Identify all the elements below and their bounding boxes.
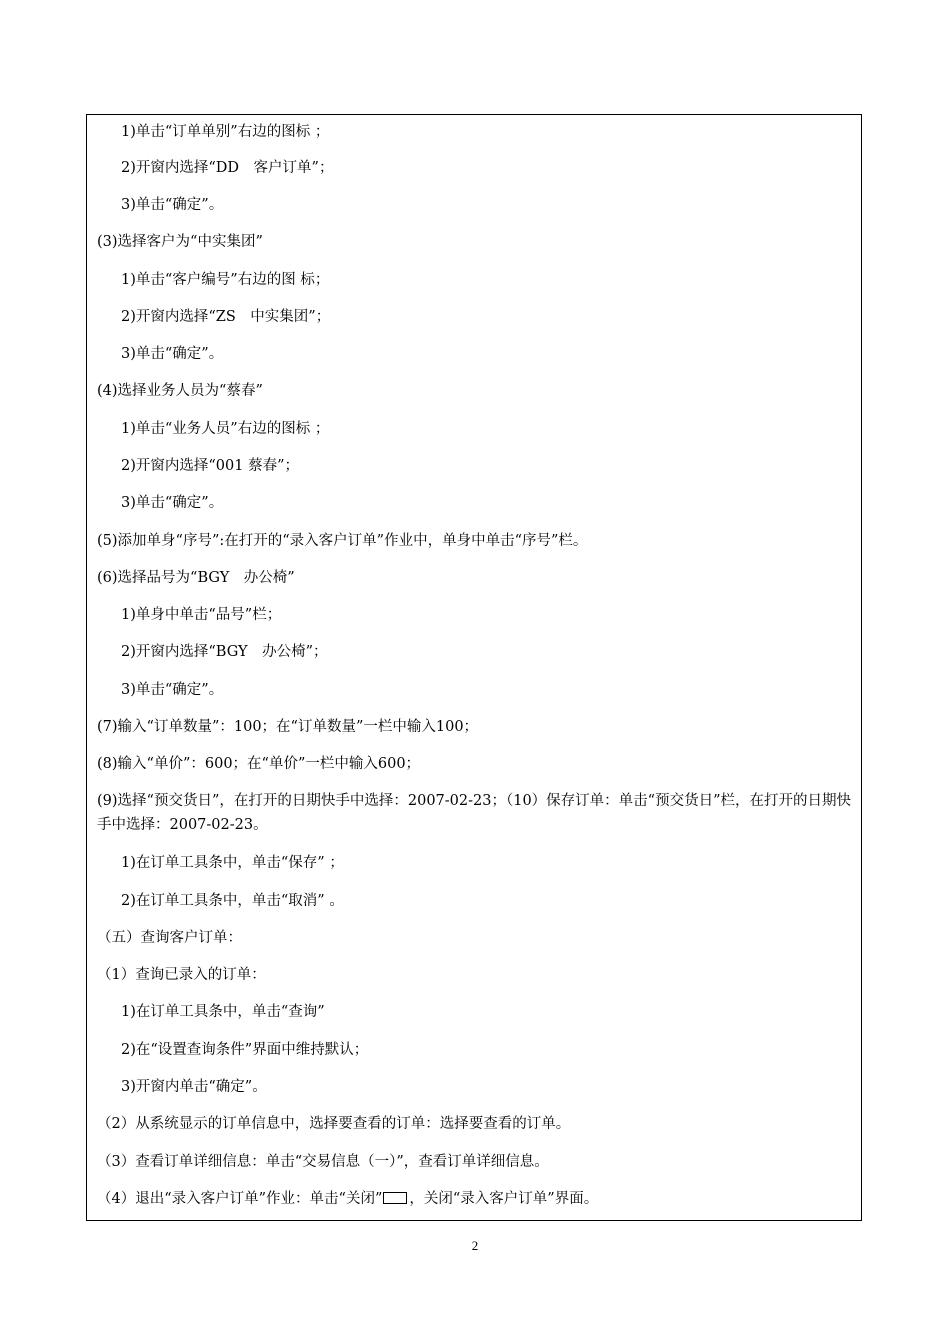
instruction-line: 2)在“设置查询条件”界面中维持默认； xyxy=(121,1042,369,1058)
instruction-heading: (7)输入“订单数量”：100；在“订单数量”一栏中输入100； xyxy=(97,719,479,735)
instruction-line: 2)开窗内选择“ZS 中实集团”； xyxy=(121,309,331,325)
instruction-line: 2)在订单工具条中，单击“取消” 。 xyxy=(121,893,344,909)
instruction-heading: (8)输入“单价”：600；在“单价”一栏中输入600； xyxy=(97,756,421,772)
instruction-line: 1)单击“客户编号”右边的图 标； xyxy=(121,272,330,288)
instruction-heading: （2）从系统显示的订单信息中，选择要查看的订单：选择要查看的订单。 xyxy=(97,1116,571,1132)
instruction-heading: (6)选择品号为“BGY 办公椅” xyxy=(97,570,295,586)
content-frame xyxy=(86,114,862,1221)
instruction-line: 2)开窗内选择“BGY 办公椅”； xyxy=(121,644,328,660)
instruction-line: 2)开窗内选择“001 蔡春”； xyxy=(121,458,299,474)
last-line-after: ，关闭“录入客户订单”界面。 xyxy=(409,1191,599,1207)
instruction-heading: （1）查询已录入的订单： xyxy=(97,967,266,983)
instruction-line: 3)单击“确定”。 xyxy=(121,682,224,698)
instruction-line: 1)单击“订单单别”右边的图标 ； xyxy=(121,124,330,140)
instruction-line: 2)开窗内选择“DD 客户订单”； xyxy=(121,160,334,176)
instruction-heading: (3)选择客户为“中实集团” xyxy=(97,234,263,250)
instruction-heading-last xyxy=(97,1188,855,1210)
instruction-line: 3)单击“确定”。 xyxy=(121,346,224,362)
instruction-line: 3)单击“确定”。 xyxy=(121,495,224,511)
page-number: 2 xyxy=(471,1238,479,1253)
section-heading: （五）查询客户订单： xyxy=(97,930,242,946)
instruction-line: 3)开窗内单击“确定”。 xyxy=(121,1079,267,1095)
instruction-line: 1)在订单工具条中，单击“保存” ； xyxy=(121,855,344,871)
instruction-heading: （3）查看订单详细信息：单击“交易信息（一）”，查看订单详细信息。 xyxy=(97,1154,549,1170)
instruction-heading-wrapped: (9)选择“预交货日”，在打开的日期快手中选择：2007-02-23；（10）保存订单：单击“预交货日”栏，在打开的日期快手中选择：2007-02-23。 xyxy=(97,793,851,833)
instruction-line: 3)单击“确定”。 xyxy=(121,197,224,213)
instruction-line: 1)单击“业务人员”右边的图标 ； xyxy=(121,421,330,437)
instruction-heading: (4)选择业务人员为“蔡春” xyxy=(97,383,263,399)
instruction-line: 1)在订单工具条中，单击“查询” xyxy=(121,1004,325,1020)
instruction-heading: (5)添加单身“序号”:在打开的“录入客户订单”作业中，单身中单击“序号”栏。 xyxy=(97,533,588,549)
instruction-line: 1)单身中单击“品号”栏； xyxy=(121,607,282,623)
last-line-before: （4）退出“录入客户订单”作业：单击“关闭” xyxy=(97,1191,383,1207)
close-button-icon xyxy=(383,1192,407,1204)
